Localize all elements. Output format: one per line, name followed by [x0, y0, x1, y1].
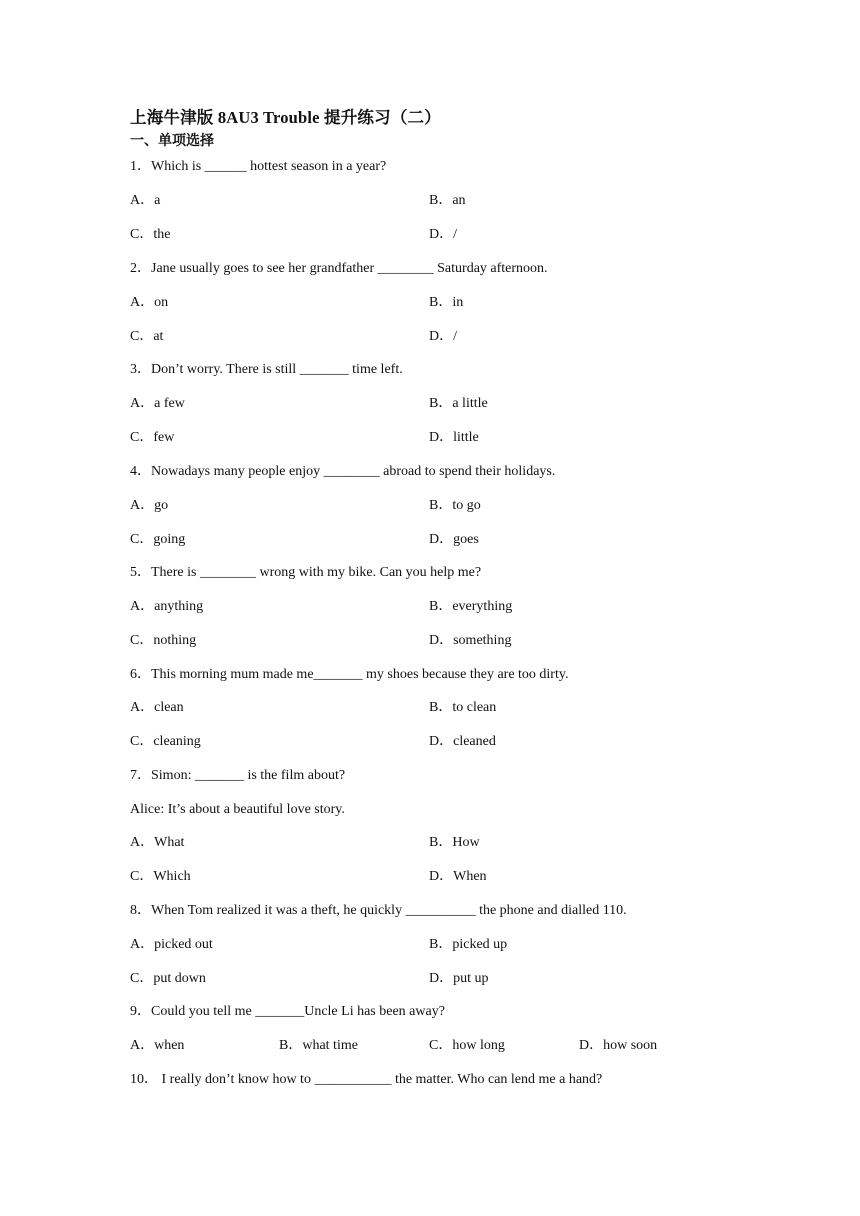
page-title: 上海牛津版 8AU3 Trouble 提升练习（二）	[130, 108, 441, 127]
option-5-a: A．anything	[130, 599, 204, 614]
option-9-c: C．how long	[429, 1038, 505, 1053]
option-1-c: C．the	[130, 227, 171, 242]
question-stem-9: 9．Could you tell me _______Uncle Li has been away?	[130, 1004, 445, 1019]
option-5-d: D．something	[429, 633, 512, 648]
option-1-a: A．a	[130, 193, 161, 208]
option-6-b: B．to clean	[429, 700, 497, 715]
option-2-a: A．on	[130, 295, 169, 310]
option-8-a: A．picked out	[130, 937, 213, 952]
option-7-a: A．What	[130, 835, 185, 850]
option-2-c: C．at	[130, 329, 164, 344]
option-4-a: A．go	[130, 498, 169, 513]
option-9-d: D．how soon	[579, 1038, 658, 1053]
option-6-c: C．cleaning	[130, 734, 201, 749]
option-7-d: D．When	[429, 869, 487, 884]
option-4-c: C．going	[130, 532, 186, 547]
option-8-b: B．picked up	[429, 937, 508, 952]
option-6-d: D．cleaned	[429, 734, 496, 749]
question-stem-6: 6．This morning mum made me_______ my shoes because they are too dirty.	[130, 667, 569, 682]
option-5-b: B．everything	[429, 599, 513, 614]
question-stem-10: 10． I really don’t know how to ___________ the matter. Who can lend me a hand?	[130, 1072, 603, 1087]
option-1-b: B．an	[429, 193, 466, 208]
option-5-c: C．nothing	[130, 633, 197, 648]
option-9-a: A．when	[130, 1038, 185, 1053]
option-3-d: D．little	[429, 430, 479, 445]
question-stem-4: 4．Nowadays many people enjoy ________ abroad to spend their holidays.	[130, 464, 556, 479]
question-stem-2: 2．Jane usually goes to see her grandfather ________ Saturday afternoon.	[130, 261, 548, 276]
option-2-b: B．in	[429, 295, 464, 310]
option-7-b: B．How	[429, 835, 480, 850]
section-heading: 一、单项选择	[130, 134, 214, 149]
option-8-d: D．put up	[429, 971, 489, 986]
question-stem-1: 1．Which is ______ hottest season in a year?	[130, 159, 387, 174]
question-stem-5: 5．There is ________ wrong with my bike. Can you help me?	[130, 565, 482, 580]
option-3-a: A．a few	[130, 396, 185, 411]
option-9-b: B．what time	[279, 1038, 358, 1053]
option-3-c: C．few	[130, 430, 175, 445]
option-1-d: D．/	[429, 227, 457, 242]
option-7-c: C．Which	[130, 869, 191, 884]
option-3-b: B．a little	[429, 396, 488, 411]
question-stem-3: 3．Don’t worry. There is still _______ time left.	[130, 362, 403, 377]
question-stem-7-dialog: Alice: It’s about a beautiful love story.	[130, 802, 345, 817]
question-stem-7: 7．Simon: _______ is the film about?	[130, 768, 346, 783]
option-4-d: D．goes	[429, 532, 479, 547]
question-stem-8: 8．When Tom realized it was a theft, he quickly __________ the phone and dialled 110.	[130, 903, 627, 918]
option-4-b: B．to go	[429, 498, 481, 513]
option-2-d: D．/	[429, 329, 457, 344]
option-8-c: C．put down	[130, 971, 206, 986]
option-6-a: A．clean	[130, 700, 184, 715]
